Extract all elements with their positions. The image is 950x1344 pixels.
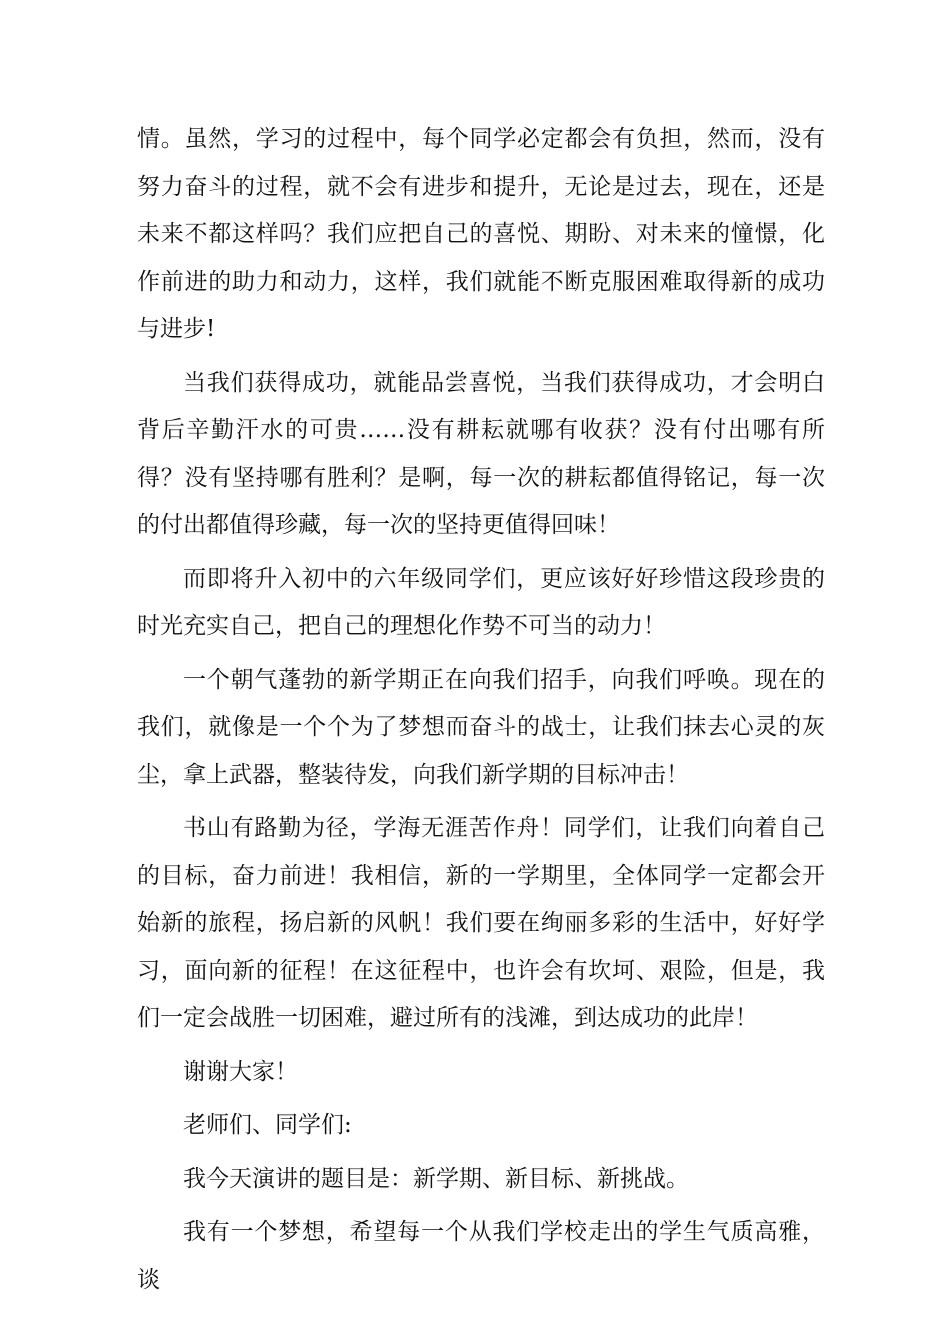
paragraph-9: 我有一个梦想，希望每一个从我们学校走出的学生气质高雅，谈 bbox=[137, 1219, 825, 1293]
paragraph-2: 当我们获得成功，就能品尝喜悦，当我们获得成功，才会明白背后辛勤汗水的可贵……没有耕耘就哪有收获？没有付出哪有所得？没有坚持哪有胜利？是啊，每一次的耕耘都值得铭记，每一次的付出都值得珍藏，每一次的坚持更值得回味！ bbox=[137, 369, 825, 538]
paragraph-4: 一个朝气蓬勃的新学期正在向我们招手，向我们呼唤。现在的我们，就像是一个个为了梦想而奋斗的战士，让我们抹去心灵的灰尘，拿上武器，整装待发，向我们新学期的目标冲击！ bbox=[137, 666, 825, 788]
paragraph-5: 书山有路勤为径，学海无涯苦作舟！同学们，让我们向着自己的目标，奋力前进！我相信，新的一学期里，全体同学一定都会开始新的旅程，扬启新的风帆！我们要在绚丽多彩的生活中，好好学习，面向新的征程！在这征程中，也许会有坎坷、艰险，但是，我们一定会战胜一切困难，避过所有的浅滩，到达成功的此岸！ bbox=[137, 815, 825, 1031]
paragraph-1: 情。虽然，学习的过程中，每个同学必定都会有负担，然而，没有努力奋斗的过程，就不会有进步和提升，无论是过去，现在，还是未来不都这样吗？我们应把自己的喜悦、期盼、对未来的憧憬，化作前进的助力和动力，这样，我们就能不断克服困难取得新的成功与进步! bbox=[137, 126, 825, 342]
paragraph-6: 谢谢大家！ bbox=[183, 1058, 298, 1085]
paragraph-7: 老师们、同学们: bbox=[183, 1112, 352, 1138]
document-body bbox=[137, 116, 825, 1304]
paragraph-3: 而即将升入初中的六年级同学们，更应该好好珍惜这段珍贵的时光充实自己，把自己的理想化作势不可当的动力！ bbox=[137, 565, 825, 639]
paragraph-8: 我今天演讲的题目是：新学期、新目标、新挑战。 bbox=[183, 1165, 689, 1192]
